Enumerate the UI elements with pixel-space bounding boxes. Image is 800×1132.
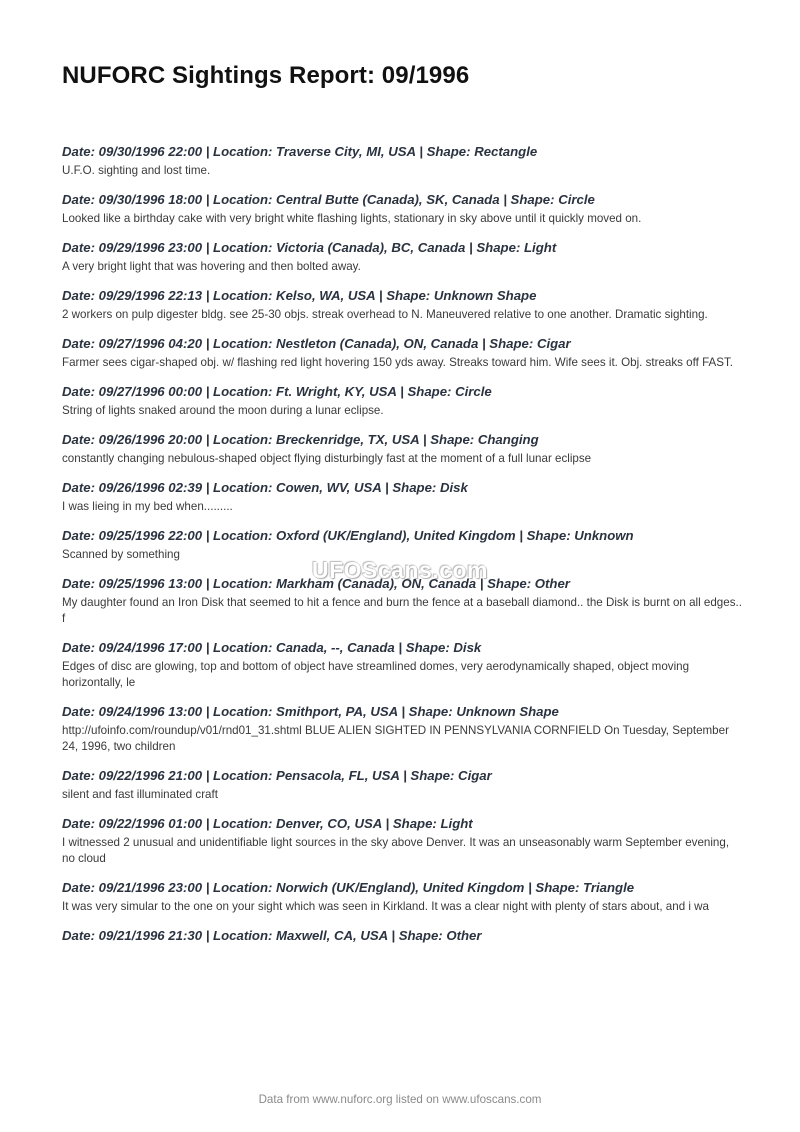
sighting-entry: [62, 639, 742, 691]
sighting-header: Date: 09/26/1996 02:39 | Location: Cowen, WV, USA | Shape: Disk: [62, 480, 468, 495]
sighting-entry: [62, 479, 742, 515]
sighting-description: String of lights snaked around the moon during a lunar eclipse.: [62, 404, 384, 417]
sighting-entry: [62, 143, 742, 179]
sighting-header: Date: 09/21/1996 23:00 | Location: Norwich (UK/England), United Kingdom | Shape: Triangle: [62, 880, 635, 895]
sighting-entry: [62, 287, 742, 323]
sighting-header: Date: 09/30/1996 22:00 | Location: Traverse City, MI, USA | Shape: Rectangle: [62, 144, 538, 159]
sighting-entry: [62, 767, 742, 803]
sighting-header: Date: 09/29/1996 23:00 | Location: Victoria (Canada), BC, Canada | Shape: Light: [62, 240, 557, 255]
sighting-header: Date: 09/27/1996 00:00 | Location: Ft. Wright, KY, USA | Shape: Circle: [62, 384, 492, 399]
sighting-description: My daughter found an Iron Disk that seemed to hit a fence and burn the fence at a baseball diamond.. the Disk is burnt on all edges.. f: [62, 596, 742, 625]
sighting-header: Date: 09/22/1996 21:00 | Location: Pensacola, FL, USA | Shape: Cigar: [62, 768, 492, 783]
footer-credit: Data from www.nuforc.org listed on www.ufoscans.com: [258, 1093, 542, 1106]
sighting-description: Scanned by something: [62, 548, 180, 561]
sighting-header: Date: 09/27/1996 04:20 | Location: Nestleton (Canada), ON, Canada | Shape: Cigar: [62, 336, 571, 351]
sighting-header: Date: 09/24/1996 17:00 | Location: Canada, --, Canada | Shape: Disk: [62, 640, 482, 655]
sighting-entry: [62, 239, 742, 275]
sighting-description: Looked like a birthday cake with very bright white flashing lights, stationary in sky above until it quickly moved on.: [62, 212, 642, 225]
sighting-description: http://ufoinfo.com/roundup/v01/rnd01_31.shtml BLUE ALIEN SIGHTED IN PENNSYLVANIA CORNFIELD On Tuesday, September 24, 1996, two children: [62, 724, 729, 753]
sighting-entry: [62, 191, 742, 227]
sightings-list: [62, 143, 742, 956]
sighting-description: silent and fast illuminated craft: [62, 788, 218, 801]
sighting-description: I witnessed 2 unusual and unidentifiable light sources in the sky above Denver. It was an unseasonably warm September evening, no cloud: [62, 836, 730, 865]
sighting-description: U.F.O. sighting and lost time.: [62, 164, 211, 177]
sighting-description: Edges of disc are glowing, top and bottom of object have streamlined domes, very aerodynamically shaped, object moving horizontally, le: [62, 660, 690, 689]
sighting-entry: [62, 431, 742, 467]
sighting-description: It was very simular to the one on your sight which was seen in Kirkland. It was a clear night with plenty of stars about, and i wa: [62, 900, 709, 913]
sighting-header: Date: 09/22/1996 01:00 | Location: Denver, CO, USA | Shape: Light: [62, 816, 473, 831]
page-title: NUFORC Sightings Report: 09/1996: [62, 62, 470, 89]
sighting-description: Farmer sees cigar-shaped obj. w/ flashing red light hovering 150 yds away. Streaks toward him. Wife sees it. Obj. streaks off FAST.: [62, 356, 734, 369]
sighting-entry: [62, 383, 742, 419]
sighting-description: 2 workers on pulp digester bldg. see 25-30 objs. streak overhead to N. Maneuvered relative to one another. Dramatic sighting.: [62, 308, 708, 321]
sighting-description: I was lieing in my bed when.........: [62, 500, 233, 513]
sighting-description: A very bright light that was hovering and then bolted away.: [62, 260, 361, 273]
sighting-header: Date: 09/21/1996 21:30 | Location: Maxwell, CA, USA | Shape: Other: [62, 928, 482, 943]
sighting-header: Date: 09/24/1996 13:00 | Location: Smithport, PA, USA | Shape: Unknown Shape: [62, 704, 559, 719]
sighting-entry: [62, 703, 742, 755]
sighting-entry: [62, 815, 742, 867]
sighting-entry: [62, 879, 742, 915]
sighting-header: Date: 09/30/1996 18:00 | Location: Central Butte (Canada), SK, Canada | Shape: Circle: [62, 192, 595, 207]
sighting-entry: [62, 335, 742, 371]
watermark: UFOScans.com: [312, 557, 488, 583]
sighting-description: constantly changing nebulous-shaped object flying disturbingly fast at the moment of a full lunar eclipse: [62, 452, 592, 465]
sighting-entry: [62, 927, 742, 944]
sighting-header: Date: 09/25/1996 13:00 | Location: Markham (Canada), ON, Canada | Shape: Other: [62, 576, 570, 591]
sighting-header: Date: 09/29/1996 22:13 | Location: Kelso, WA, USA | Shape: Unknown Shape: [62, 288, 537, 303]
sighting-header: Date: 09/25/1996 22:00 | Location: Oxford (UK/England), United Kingdom | Shape: Unknown: [62, 528, 634, 543]
sighting-header: Date: 09/26/1996 20:00 | Location: Breckenridge, TX, USA | Shape: Changing: [62, 432, 539, 447]
